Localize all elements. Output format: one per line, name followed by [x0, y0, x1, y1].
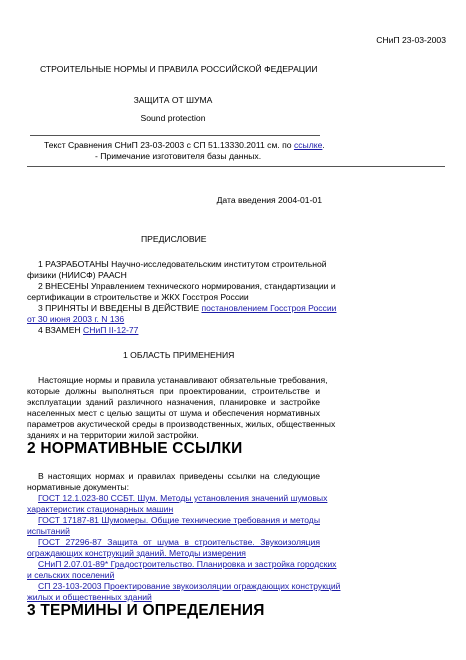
reference-sp-23-103-2003-link[interactable]: СП 23-103-2003 Проектирование звукоизоляции ограждающих конструкций — [38, 581, 341, 591]
reference-snip-2-07-01-89-link[interactable]: СНиП 2.07.01-89* Градостроительство. Планировка и застройка городских — [38, 559, 337, 569]
scope-line: которые должны выполняться при проектировании, строительстве и — [27, 386, 320, 396]
reference-gost-27296-87-link[interactable]: ГОСТ 27296-87 Защита от шума в строительстве. Звукоизоляция — [38, 537, 320, 547]
document-title: ЗАЩИТА ОТ ШУМА — [133, 95, 213, 105]
note-top-rule — [30, 135, 320, 136]
org-title: СТРОИТЕЛЬНЫЕ НОРМЫ И ПРАВИЛА РОССИЙСКОЙ ФЕДЕРАЦИИ — [40, 64, 318, 74]
document-title-english: Sound protection — [140, 113, 206, 123]
scope-heading: 1 ОБЛАСТЬ ПРИМЕНЕНИЯ — [123, 350, 235, 360]
comparison-note-text: Текст Сравнения СНиП 23-03-2003 с СП 51.13330.2011 см. по — [44, 140, 294, 150]
reference-gost-12-1-023-80-link-continued[interactable]: характеристик стационарных машин — [27, 504, 174, 514]
reference-snip-2-07-01-89-link-continued[interactable]: и сельских поселений — [27, 570, 115, 580]
gosstroy-resolution-link[interactable]: постановлением Госстроя России — [201, 303, 337, 313]
foreword-item-4-text: 4 ВЗАМЕН — [38, 325, 84, 335]
foreword-item-3-text: 3 ПРИНЯТЫ И ВВЕДЕНЫ В ДЕЙСТВИЕ — [38, 303, 202, 313]
foreword-item-4 — [38, 325, 138, 336]
gosstroy-resolution-link-continued[interactable]: от 30 июня 2003 г. N 136 — [27, 314, 125, 324]
reference-gost-17187-81-link-continued[interactable]: испытаний — [27, 526, 70, 536]
foreword-item-2-line-1: 2 ВНЕСЕНЫ Управлением технического нормирования, стандартизации и — [38, 281, 336, 291]
snip-ii-12-77-link[interactable]: СНиП II-12-77 — [83, 325, 139, 335]
scope-line: Настоящие нормы и правила устанавливают обязательные требования, — [38, 375, 328, 385]
scope-line: эксплуатации зданий различного назначения, планировке и застройке — [27, 397, 320, 407]
document-code: СНиП 23-03-2003 — [376, 35, 446, 45]
database-note: - Примечание изготовителя базы данных. — [95, 151, 262, 161]
scope-line: параметров акустической среды в производственных, жилых, общественных — [27, 419, 336, 429]
foreword-item-3-line-2 — [27, 314, 124, 325]
section-2-heading: 2 НОРМАТИВНЫЕ ССЫЛКИ — [27, 440, 243, 457]
reference-sp-23-103-2003-link-continued[interactable]: жилых и общественных зданий — [27, 592, 152, 602]
comparison-note — [44, 140, 325, 151]
section-3-heading: 3 ТЕРМИНЫ И ОПРЕДЕЛЕНИЯ — [27, 602, 265, 619]
foreword-heading: ПРЕДИСЛОВИЕ — [141, 234, 207, 244]
scope-line: населенных мест с целью защиты от шума и обеспечения нормативных — [27, 408, 320, 418]
reference-gost-17187-81-link[interactable]: ГОСТ 17187-81 Шумомеры. Общие технические требования и методы — [38, 515, 320, 525]
scope-line: зданиях и на территории жилой застройки. — [27, 430, 199, 440]
foreword-item-3-line-1 — [38, 303, 336, 314]
note-bottom-rule — [27, 166, 445, 167]
references-intro-line-2: нормативные документы: — [27, 482, 129, 492]
reference-gost-12-1-023-80-link[interactable]: ГОСТ 12.1.023-80 ССБТ. Шум. Методы установления значений шумовых — [38, 493, 328, 503]
foreword-item-2-line-2: сертификации в строительстве и ЖКХ Госстроя России — [27, 292, 249, 302]
introduction-date: Дата введения 2004-01-01 — [216, 195, 322, 205]
comparison-note-period: . — [322, 140, 325, 150]
comparison-link[interactable]: ссылке — [293, 140, 323, 150]
foreword-item-1-line-1: 1 РАЗРАБОТАНЫ Научно-исследовательским институтом строительной — [38, 259, 327, 269]
foreword-item-1-line-2: физики (НИИСФ) РААСН — [27, 270, 127, 280]
reference-gost-27296-87-link-continued[interactable]: ограждающих конструкций зданий. Методы измерения — [27, 548, 246, 558]
references-intro-line-1: В настоящих нормах и правилах приведены ссылки на следующие — [38, 471, 320, 481]
